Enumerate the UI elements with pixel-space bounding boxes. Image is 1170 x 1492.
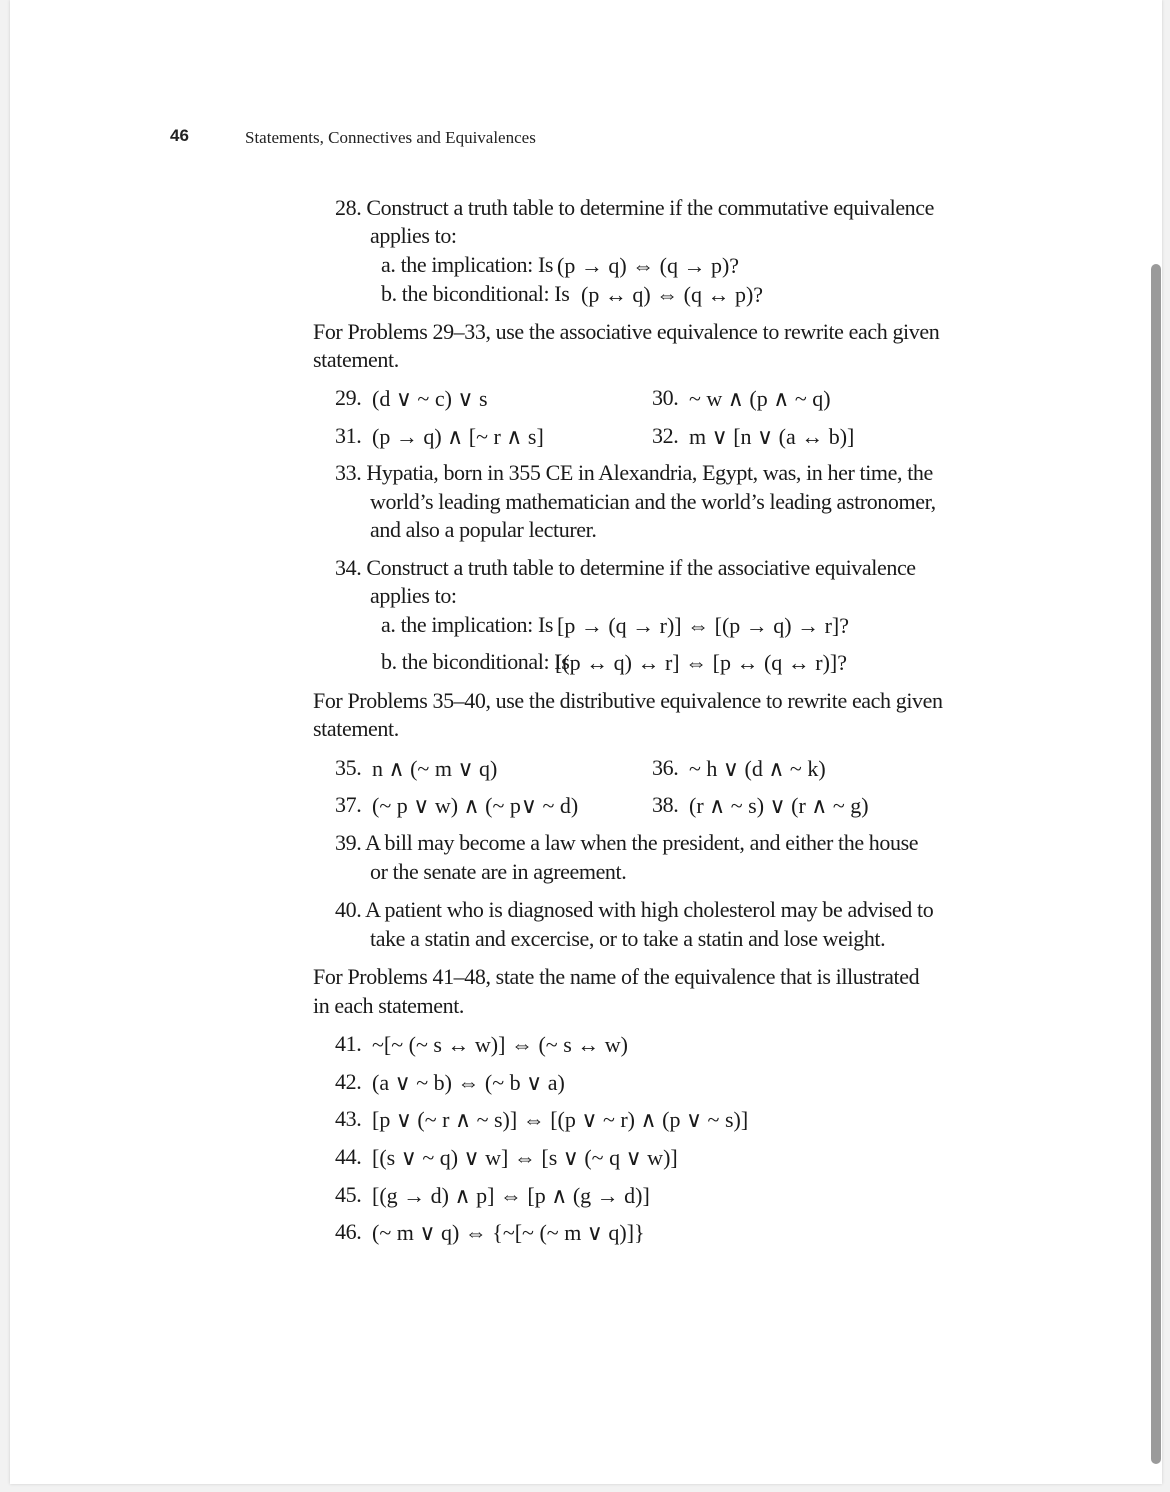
problem-29-number: 29. — [335, 385, 362, 410]
problem-32-expression: m ∨ [n ∨ (a ↔ b)] — [689, 424, 855, 449]
problem-33-line2: world’s leading mathematician and the world’s leading astronomer, — [370, 489, 936, 514]
problem-28a-expression: (p → q) ⇔ (q → p)? — [557, 253, 740, 278]
instructions-41-48-line2: in each statement. — [313, 993, 465, 1018]
problem-34a-expression: [p → (q → r)] ⇔ [(p → q) → r]? — [557, 613, 850, 638]
problem-44-expression: [(s ∨ ~ q) ∨ w] ⇔ [s ∨ (~ q ∨ w)] — [372, 1145, 678, 1170]
problem-33-line3: and also a popular lecturer. — [370, 517, 597, 542]
problem-45-number: 45. — [335, 1182, 362, 1207]
problem-34a-label: a. the implication: Is — [381, 612, 554, 637]
problem-34b-expression: [(p ↔ q) ↔ r] ⇔ [p ↔ (q ↔ r)]? — [555, 650, 848, 675]
problem-34-line2: applies to: — [370, 583, 457, 608]
problem-46-number: 46. — [335, 1219, 362, 1244]
problem-32-number: 32. — [652, 423, 679, 448]
problem-46-expression: (~ m ∨ q) ⇔ {~[~ (~ m ∨ q)]} — [372, 1220, 645, 1245]
problem-44-number: 44. — [335, 1144, 362, 1169]
instructions-35-40-line2: statement. — [313, 716, 399, 741]
problem-28b-expression: (p ↔ q) ⇔ (q ↔ p)? — [581, 282, 764, 307]
instructions-41-48-line1: For Problems 41–48, state the name of the equivalence that is illustrated — [313, 964, 920, 989]
problem-38-number: 38. — [652, 792, 679, 817]
problem-43-number: 43. — [335, 1106, 362, 1131]
problem-28-line2: applies to: — [370, 223, 457, 248]
instructions-29-33-line1: For Problems 29–33, use the associative equivalence to rewrite each given — [313, 319, 940, 344]
problem-30-number: 30. — [652, 385, 679, 410]
problem-39-line2: or the senate are in agreement. — [370, 859, 627, 884]
running-title: Statements, Connectives and Equivalences — [245, 128, 536, 147]
problem-39-line1: 39. A bill may become a law when the president, and either the house — [335, 830, 919, 855]
problem-34-line1: 34. Construct a truth table to determine if the associative equivalence — [335, 555, 916, 580]
problem-33-line1: 33. Hypatia, born in 355 CE in Alexandria, Egypt, was, in her time, the — [335, 460, 933, 485]
problem-43-expression: [p ∨ (~ r ∧ ~ s)] ⇔ [(p ∨ ~ r) ∧ (p ∨ ~ s)] — [372, 1107, 749, 1132]
problem-40-line2: take a statin and excercise, or to take a statin and lose weight. — [370, 926, 886, 951]
problem-30-expression: ~ w ∧ (p ∧ ~ q) — [689, 386, 831, 411]
problem-28b-label: b. the biconditional: Is — [381, 281, 570, 306]
problem-28-line1: 28. Construct a truth table to determine if the commutative equivalence — [335, 195, 935, 220]
problem-37-expression: (~ p ∨ w) ∧ (~ p∨ ~ d) — [372, 793, 579, 818]
problem-31-expression: (p → q) ∧ [~ r ∧ s] — [372, 424, 544, 449]
problem-42-number: 42. — [335, 1069, 362, 1094]
document-page — [10, 0, 1162, 1484]
problem-40-line1: 40. A patient who is diagnosed with high cholesterol may be advised to — [335, 897, 934, 922]
problem-29-expression: (d ∨ ~ c) ∨ s — [372, 386, 488, 411]
problem-34b-label: b. the biconditional: Is — [381, 649, 570, 674]
problem-31-number: 31. — [335, 423, 362, 448]
vertical-scrollbar[interactable] — [1151, 264, 1161, 1464]
problem-38-expression: (r ∧ ~ s) ∨ (r ∧ ~ g) — [689, 793, 869, 818]
page-number: 46 — [170, 126, 189, 145]
problem-36-number: 36. — [652, 755, 679, 780]
instructions-29-33-line2: statement. — [313, 347, 399, 372]
problem-37-number: 37. — [335, 792, 362, 817]
problem-36-expression: ~ h ∨ (d ∧ ~ k) — [689, 756, 826, 781]
instructions-35-40-line1: For Problems 35–40, use the distributive equivalence to rewrite each given — [313, 688, 943, 713]
problem-41-number: 41. — [335, 1031, 362, 1056]
problem-41-expression: ~[~ (~ s ↔ w)] ⇔ (~ s ↔ w) — [372, 1032, 628, 1057]
problem-35-number: 35. — [335, 755, 362, 780]
problem-28a-label: a. the implication: Is — [381, 252, 554, 277]
problem-35-expression: n ∧ (~ m ∨ q) — [372, 756, 498, 781]
problem-42-expression: (a ∨ ~ b) ⇔ (~ b ∨ a) — [372, 1070, 565, 1095]
problem-45-expression: [(g → d) ∧ p] ⇔ [p ∧ (g → d)] — [372, 1183, 650, 1208]
